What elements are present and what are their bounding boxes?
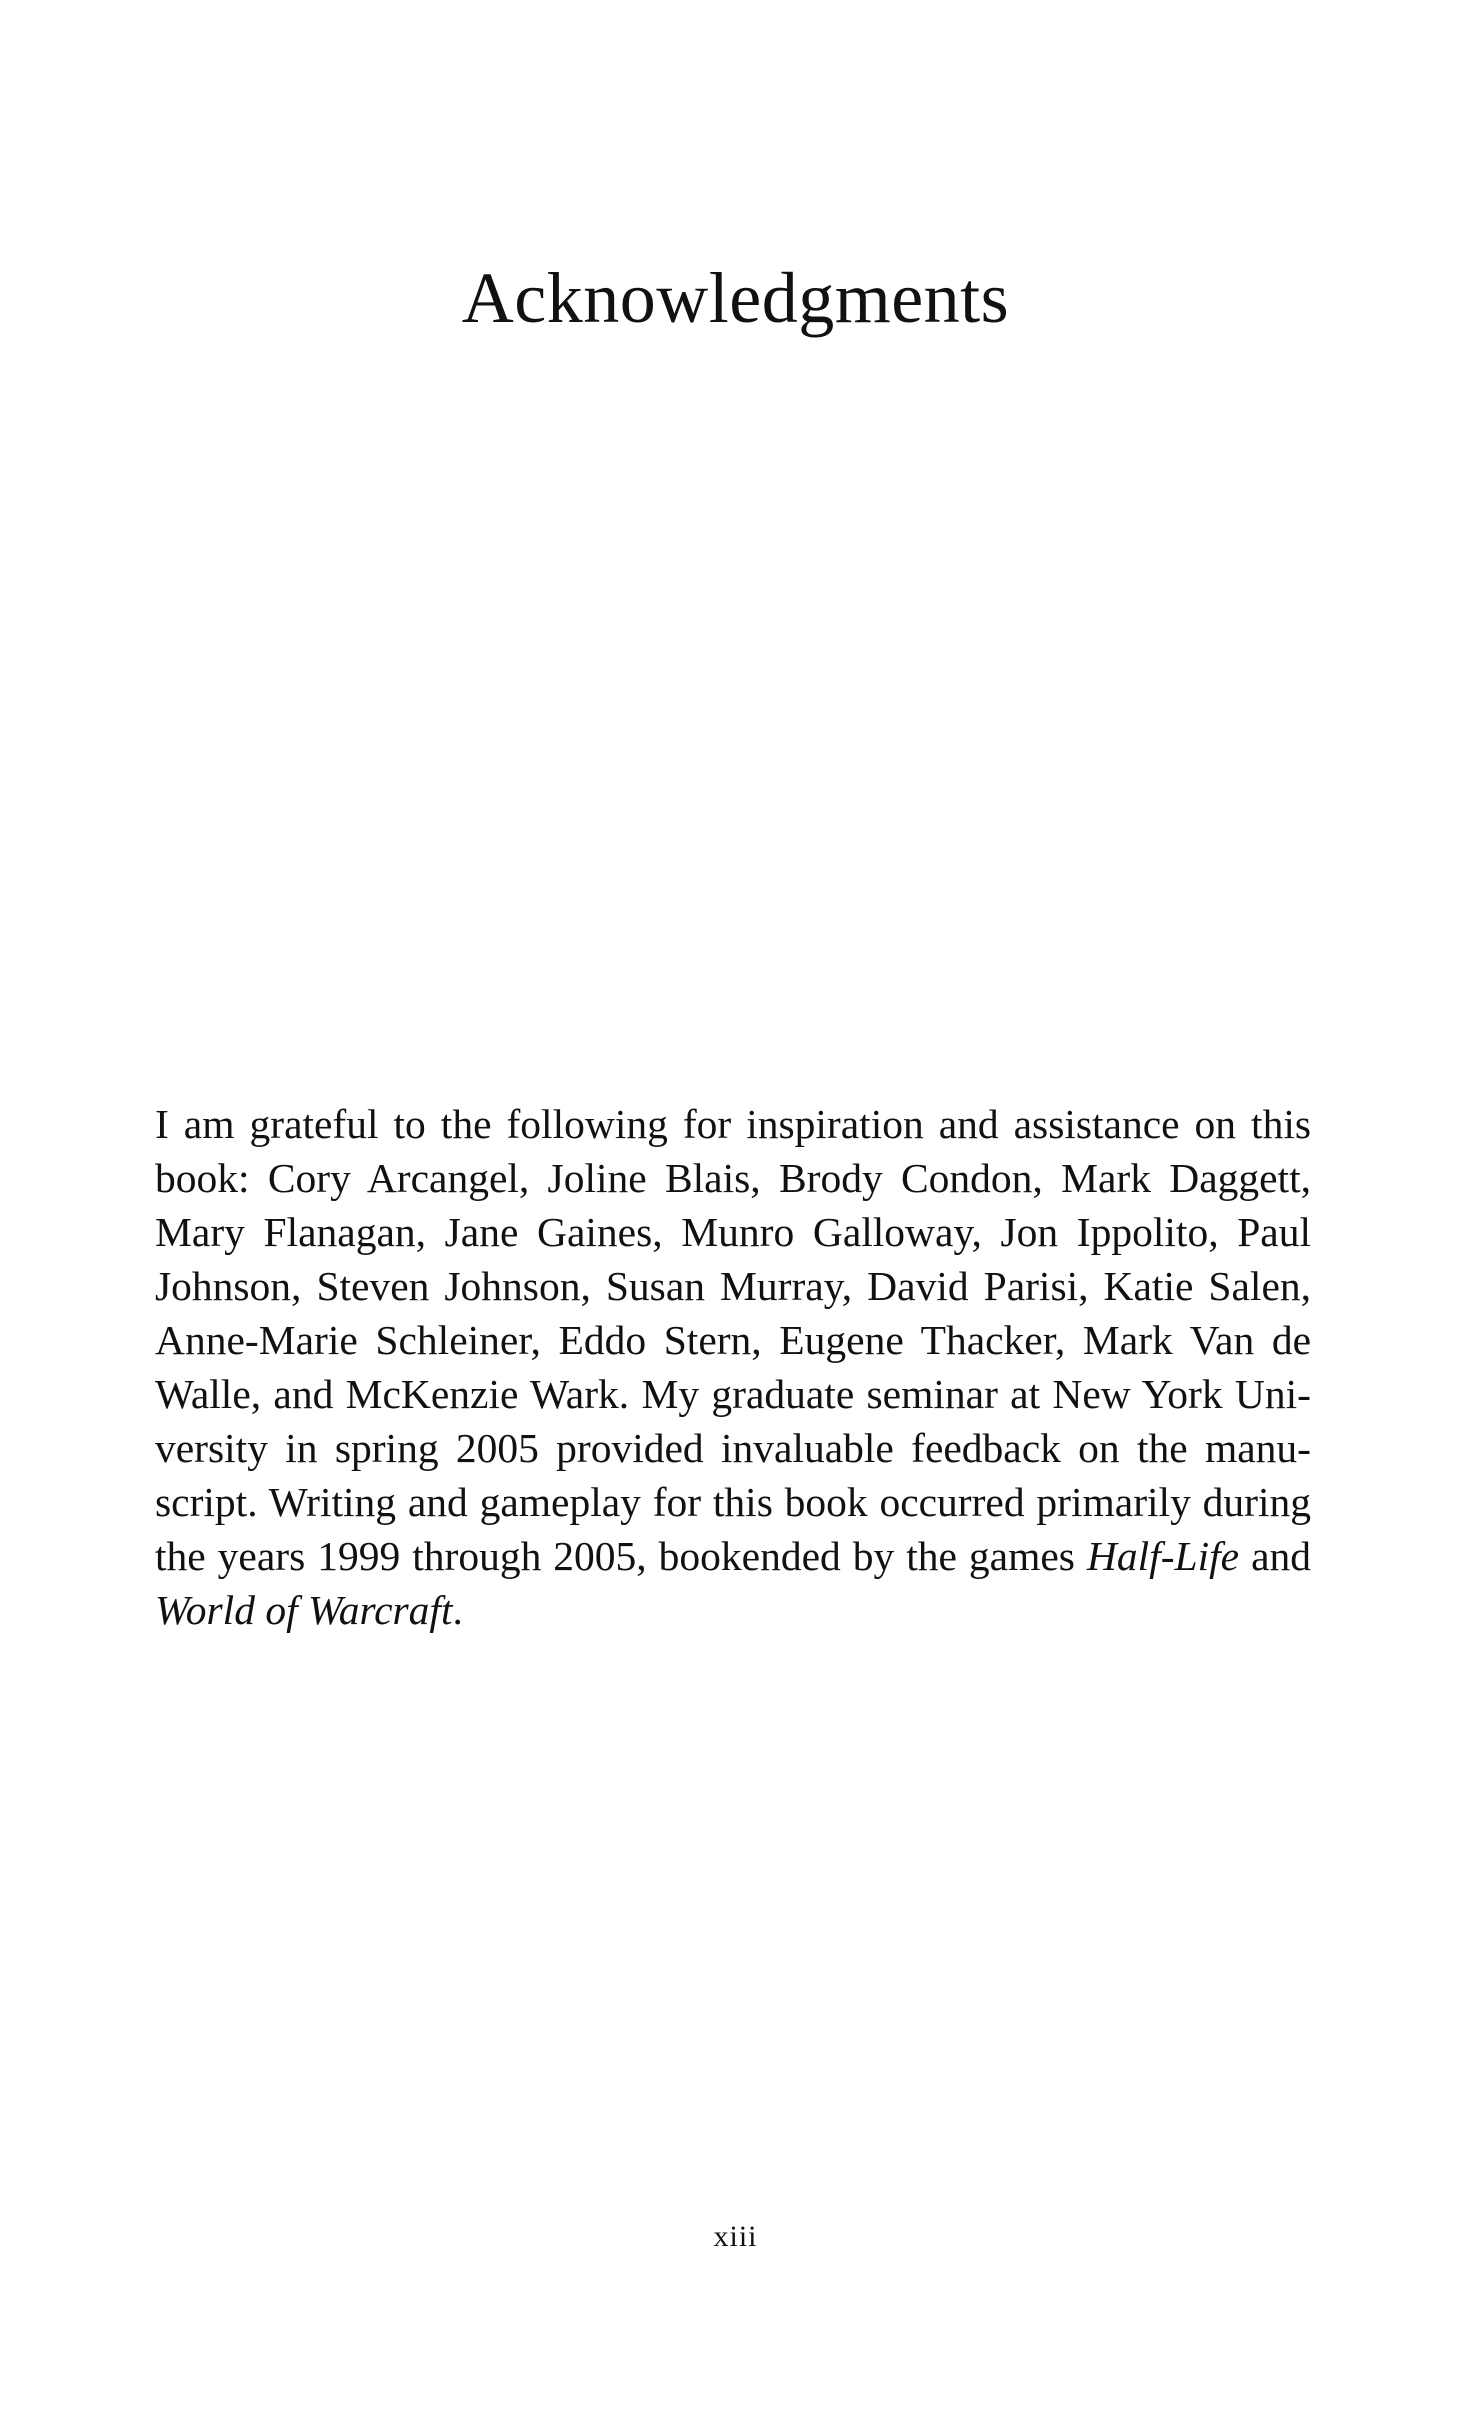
page-number: xiii xyxy=(713,2220,758,2253)
paragraph-conjunction: and xyxy=(1239,1533,1311,1579)
game-title-world-of-warcraft: World of Warcraft xyxy=(155,1587,453,1633)
acknowledgments-paragraph xyxy=(155,1097,1311,1637)
paragraph-final-punctuation: . xyxy=(452,1587,463,1633)
game-title-half-life: Half-Life xyxy=(1086,1533,1240,1579)
page-title: Acknowledgments xyxy=(461,258,1010,338)
paragraph-text: I am grateful to the following for inspiration and assistance on this book: Cory Arcangel, Joline Blais, Brody Condon, Mark Daggett, Mary Flanagan, Jane Gaines, Munro Galloway, Jon Ippolito, Paul Johnson, Steven Johnson, Susan Murray, David Parisi, Katie Salen, Anne-Marie Schleiner, Eddo Stern, Eugene Thacker, Mark Van de Walle, and McKenzie Wark. My graduate seminar at New York University in spring 2005 provided invaluable feedback on the manuscript. Writing and gameplay for this book occurred primarily during the years 1999 through 2005, bookended by the games xyxy=(155,1101,1311,1579)
